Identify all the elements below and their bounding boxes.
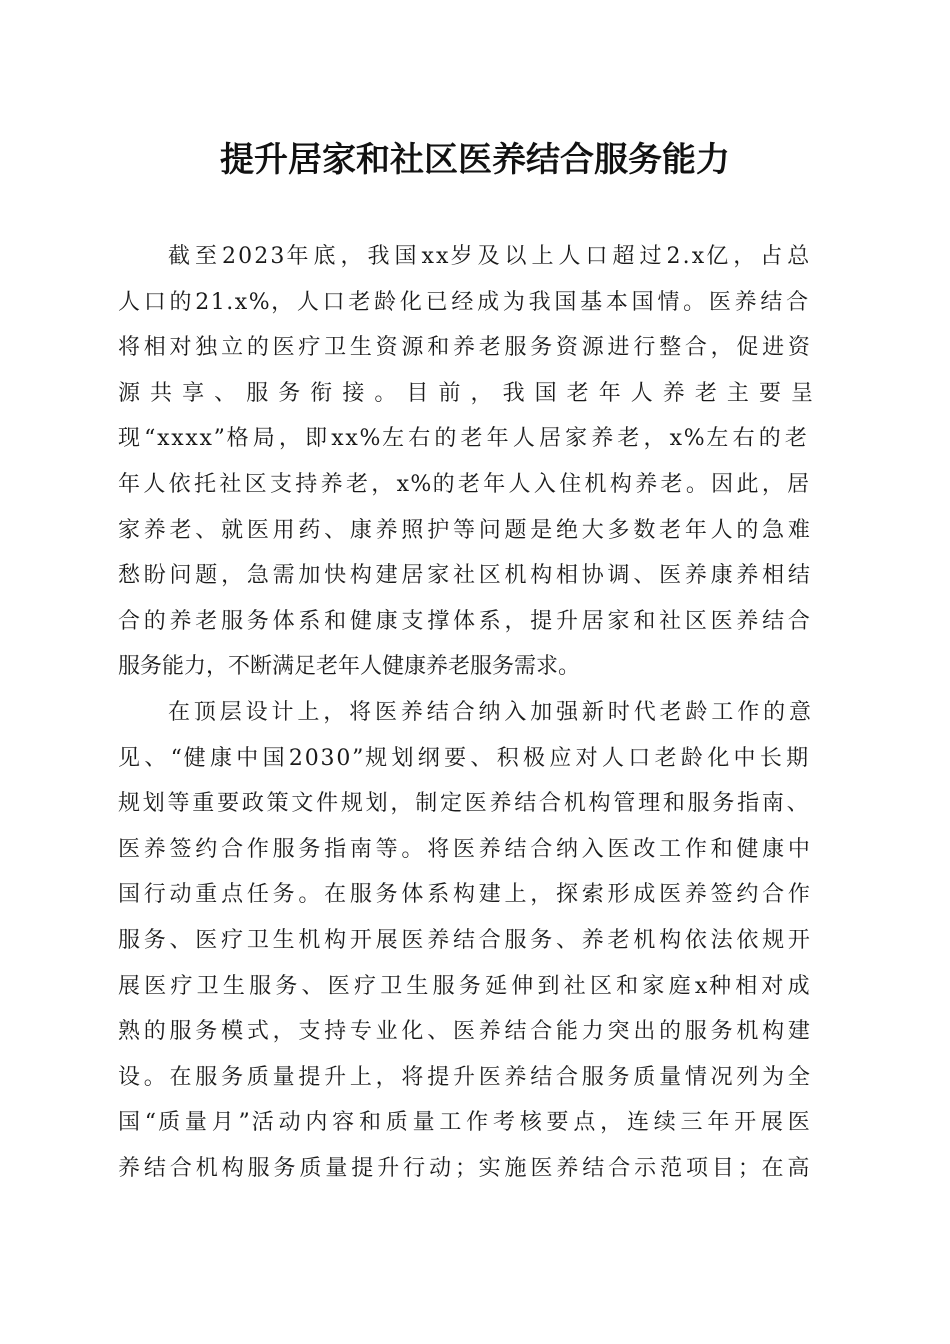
paragraph-2 [118,690,828,1192]
text-line: 截 至 2 0 2 3 年 底 ， 我 国 x x 岁 及 以 上 人 口 超 过 2 . x 亿 ， 占 总 [168,244,810,269]
text-line: 服 务 、 医 疗 卫 生 机 构 开 展 医 养 结 合 服 务 、 养 老 机 构 依 法 依 规 开 [118,927,810,953]
text-line: 见 、 “ 健 康 中 国 2 0 3 0 ” 规 划 纲 要 、 积 极 应 对 人 口 老 龄 化 中 长 期 [118,745,809,771]
text-line: 在 顶 层 设 计 上 ， 将 医 养 结 合 纳 入 加 强 新 时 代 老 龄 工 作 的 意 [168,699,812,725]
text-line: 现 “ x x x x ” 格 局 ， 即 x x % 左 右 的 老 年 人 居 家 养 老 ， x % 左 右 的 老 [118,426,807,452]
text-line: 展 医 疗 卫 生 服 务 、 医 疗 卫 生 服 务 延 伸 到 社 区 和 家 庭 x 种 相 对 成 [118,973,810,999]
text-line: 人 口 的 2 1 . x % ， 人 口 老 龄 化 已 经 成 为 我 国 基 本 国 情 。 医 养 结 合 [118,289,809,315]
text-line: 医 养 签 约 合 作 服 务 指 南 等 。 将 医 养 结 合 纳 入 医 改 工 作 和 健 康 中 [118,836,810,862]
document-title: 提升居家和社区医养结合服务能力 [220,140,730,180]
text-line: 熟 的 服 务 模 式 ， 支 持 专 业 化 、 医 养 结 合 能 力 突 出 的 服 务 机 构 建 [118,1019,810,1045]
text-line: 将 相 对 独 立 的 医 疗 卫 生 资 源 和 养 老 服 务 资 源 进 行 整 合 ， 促 进 资 [118,335,810,361]
text-line: 年 人 依 托 社 区 支 持 养 老 ， x % 的 老 年 人 入 住 机 构 养 老 。 因 此 ， 居 [118,471,810,497]
paragraph-1 [118,234,828,690]
text-line: 规 划 等 重 要 政 策 文 件 规 划 ， 制 定 医 养 结 合 机 构 管 理 和 服 务 指 南 、 [118,791,809,817]
text-line: 源 共 享 、 服 务 衔 接 。 目 前 ， 我 国 老 年 人 养 老 主 要 呈 [118,380,813,406]
document-body [118,234,828,1191]
text-line: 设 。 在 服 务 质 量 提 升 上 ， 将 提 升 医 养 结 合 服 务 质 量 情 况 列 为 全 [118,1064,810,1090]
text-line: 合 的 养 老 服 务 体 系 和 健 康 支 撑 体 系 ， 提 升 居 家 和 社 区 医 养 结 合 [118,608,810,634]
text-line: 服务能力，不断满足老年人健康养老服务需求。 [118,654,581,680]
text-line: 国 行 动 重 点 任 务 。 在 服 务 体 系 构 建 上 ， 探 索 形 成 医 养 签 约 合 作 [118,882,810,908]
text-line: 国 “ 质 量 月 ” 活 动 内 容 和 质 量 工 作 考 核 要 点 ， 连 续 三 年 开 展 医 [118,1110,810,1136]
text-line: 家 养 老 、 就 医 用 药 、 康 养 照 护 等 问 题 是 绝 大 多 数 老 年 人 的 急 难 [118,517,810,543]
text-line: 养 结 合 机 构 服 务 质 量 提 升 行 动 ； 实 施 医 养 结 合 示 范 项 目 ； 在 高 [118,1155,810,1181]
text-line: 愁 盼 问 题 ， 急 需 加 快 构 建 居 家 社 区 机 构 相 协 调 、 医 养 康 养 相 结 [118,563,810,589]
